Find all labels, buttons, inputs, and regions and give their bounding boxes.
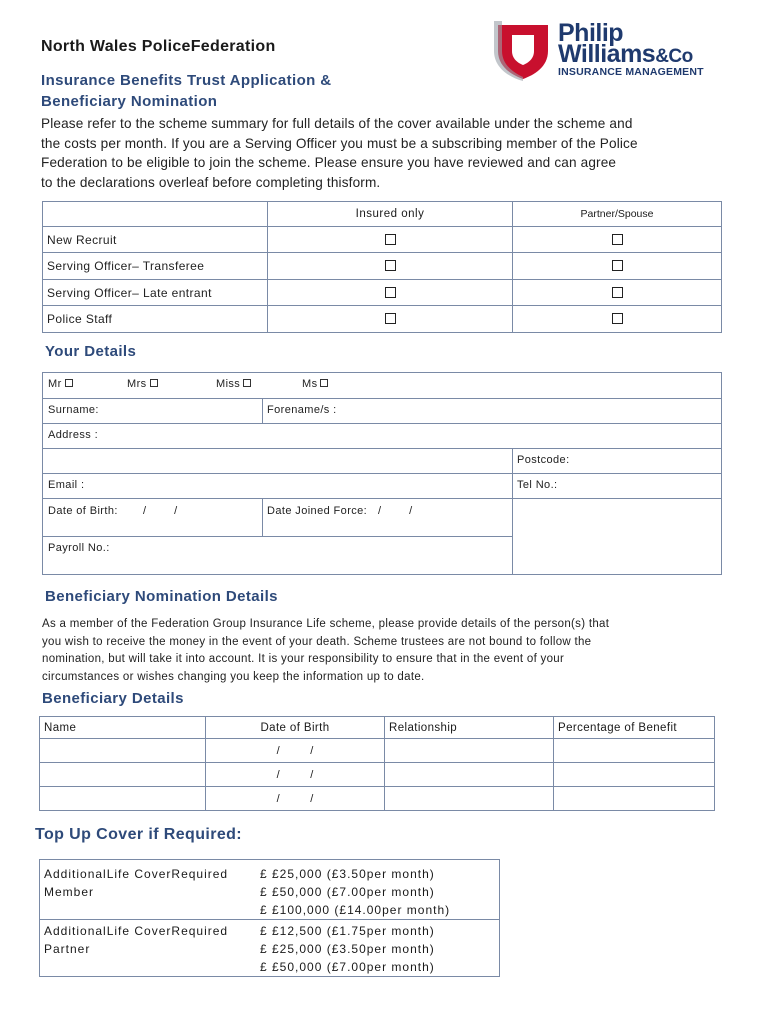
logo-line2 xyxy=(558,42,693,69)
col-percentage: Percentage of Benefit xyxy=(554,717,715,739)
intro-paragraph xyxy=(41,114,751,192)
dob-cell[interactable]: / / xyxy=(206,763,385,787)
date-joined-label: Date Joined Force: xyxy=(267,505,368,517)
dob-label: Date of Birth: xyxy=(48,505,118,517)
member-label-cell xyxy=(40,860,261,920)
forenames-label: Forename/s : xyxy=(267,404,337,416)
col-insured-only: Insured only xyxy=(268,202,513,227)
surname-label: Surname: xyxy=(48,404,99,416)
top-up-table xyxy=(39,859,500,977)
mr-checkbox[interactable] xyxy=(65,379,73,387)
logo-amp-co: &Co xyxy=(655,46,693,67)
nomination-paragraph xyxy=(42,616,762,686)
date-joined-slashes: / / xyxy=(378,505,413,517)
col-partner-spouse: Partner/Spouse xyxy=(513,202,722,227)
top-up-heading: Top Up Cover if Required: xyxy=(35,826,243,843)
member-label-line2: Member xyxy=(44,885,95,899)
nomination-line: you wish to receive the money in the event of your death. Scheme trustees are not bound to follow the xyxy=(42,635,592,648)
relationship-cell[interactable] xyxy=(385,739,554,763)
member-label-line1: AdditionalLife CoverRequired xyxy=(44,867,229,881)
title-ms[interactable] xyxy=(302,378,328,390)
partner-checkbox[interactable] xyxy=(612,260,623,271)
member-option[interactable]: £ £50,000 (£7.00per month) xyxy=(260,885,435,899)
miss-checkbox[interactable] xyxy=(243,379,251,387)
your-details-box xyxy=(42,372,722,575)
partner-checkbox[interactable] xyxy=(612,313,623,324)
name-cell[interactable] xyxy=(40,763,206,787)
logo-williams: Williams xyxy=(558,40,656,68)
percentage-cell[interactable] xyxy=(554,739,715,763)
form-title-line1: Insurance Benefits Trust Application & xyxy=(41,72,332,89)
relationship-cell[interactable] xyxy=(385,763,554,787)
postcode-label: Postcode: xyxy=(517,454,570,466)
partner-options-cell xyxy=(260,920,500,977)
beneficiary-details-heading: Beneficiary Details xyxy=(42,690,184,707)
title-mr[interactable] xyxy=(48,378,73,390)
table-row xyxy=(40,763,715,787)
company-logo xyxy=(494,21,724,81)
title-miss-label: Miss xyxy=(216,378,241,390)
payroll-label: Payroll No.: xyxy=(48,542,110,554)
email-label: Email : xyxy=(48,479,85,491)
col-name: Name xyxy=(40,717,206,739)
member-option[interactable]: £ £100,000 (£14.00per month) xyxy=(260,903,451,917)
cover-table xyxy=(42,201,722,333)
tel-label: Tel No.: xyxy=(517,479,558,491)
name-cell[interactable] xyxy=(40,739,206,763)
insured-only-checkbox[interactable] xyxy=(385,234,396,245)
insured-only-checkbox[interactable] xyxy=(385,313,396,324)
mrs-checkbox[interactable] xyxy=(150,379,158,387)
row-label: Police Staff xyxy=(43,306,268,333)
row-label: Serving Officer– Late entrant xyxy=(43,280,268,306)
shield-logo-icon xyxy=(494,21,552,81)
percentage-cell[interactable] xyxy=(554,763,715,787)
partner-label-line1: AdditionalLife CoverRequired xyxy=(44,924,229,938)
address-label: Address : xyxy=(48,429,99,441)
partner-checkbox[interactable] xyxy=(612,234,623,245)
ms-checkbox[interactable] xyxy=(320,379,328,387)
title-miss[interactable] xyxy=(216,378,251,390)
intro-line: Federation to be eligible to join the scheme. Please ensure you have reviewed and can agree xyxy=(41,155,617,170)
col-relationship: Relationship xyxy=(385,717,554,739)
dob-slashes: / / xyxy=(143,505,178,517)
partner-option[interactable]: £ £50,000 (£7.00per month) xyxy=(260,960,435,974)
member-options-cell xyxy=(260,860,500,920)
intro-line: Please refer to the scheme summary for full details of the cover available under the scheme and xyxy=(41,116,633,131)
nomination-line: As a member of the Federation Group Insurance Life scheme, please provide details of the person(s) that xyxy=(42,618,610,630)
your-details-heading: Your Details xyxy=(45,343,137,360)
beneficiary-nomination-heading: Beneficiary Nomination Details xyxy=(45,588,278,605)
percentage-cell[interactable] xyxy=(554,787,715,811)
row-label: New Recruit xyxy=(43,227,268,253)
col-dob: Date of Birth xyxy=(206,717,385,739)
title-mrs[interactable] xyxy=(127,378,158,390)
dob-cell[interactable]: / / xyxy=(206,787,385,811)
partner-label-cell xyxy=(40,920,261,977)
partner-label-line2: Partner xyxy=(44,942,91,956)
beneficiary-table xyxy=(39,716,715,811)
insured-only-checkbox[interactable] xyxy=(385,260,396,271)
logo-line3: INSURANCE MANAGEMENT xyxy=(558,66,704,78)
insured-only-checkbox[interactable] xyxy=(385,287,396,298)
intro-line: the costs per month. If you are a Serving Officer you must be a subscribing member of the Police xyxy=(41,135,638,151)
partner-option[interactable]: £ £12,500 (£1.75per month) xyxy=(260,924,435,938)
title-mr-label: Mr xyxy=(48,378,62,390)
org-title: North Wales PoliceFederation xyxy=(41,38,276,55)
relationship-cell[interactable] xyxy=(385,787,554,811)
partner-option[interactable]: £ £25,000 (£3.50per month) xyxy=(260,942,435,956)
row-label: Serving Officer– Transferee xyxy=(43,253,268,280)
form-title-line2: Beneficiary Nomination xyxy=(41,93,218,110)
dob-cell[interactable]: / / xyxy=(206,739,385,763)
intro-line: to the declarations overleaf before completing thisform. xyxy=(41,174,381,190)
nomination-line: circumstances or wishes changing you keep the information up to date. xyxy=(42,670,425,683)
nomination-line: nomination, but will take it into account. It is your responsibility to ensure that in the event of your xyxy=(42,653,565,665)
title-mrs-label: Mrs xyxy=(127,378,147,390)
title-ms-label: Ms xyxy=(302,378,318,390)
member-option[interactable]: £ £25,000 (£3.50per month) xyxy=(260,867,435,881)
logo-line1: Philip xyxy=(558,19,624,47)
form-title xyxy=(41,70,332,112)
name-cell[interactable] xyxy=(40,787,206,811)
table-row xyxy=(40,787,715,811)
table-row xyxy=(40,739,715,763)
partner-checkbox[interactable] xyxy=(612,287,623,298)
